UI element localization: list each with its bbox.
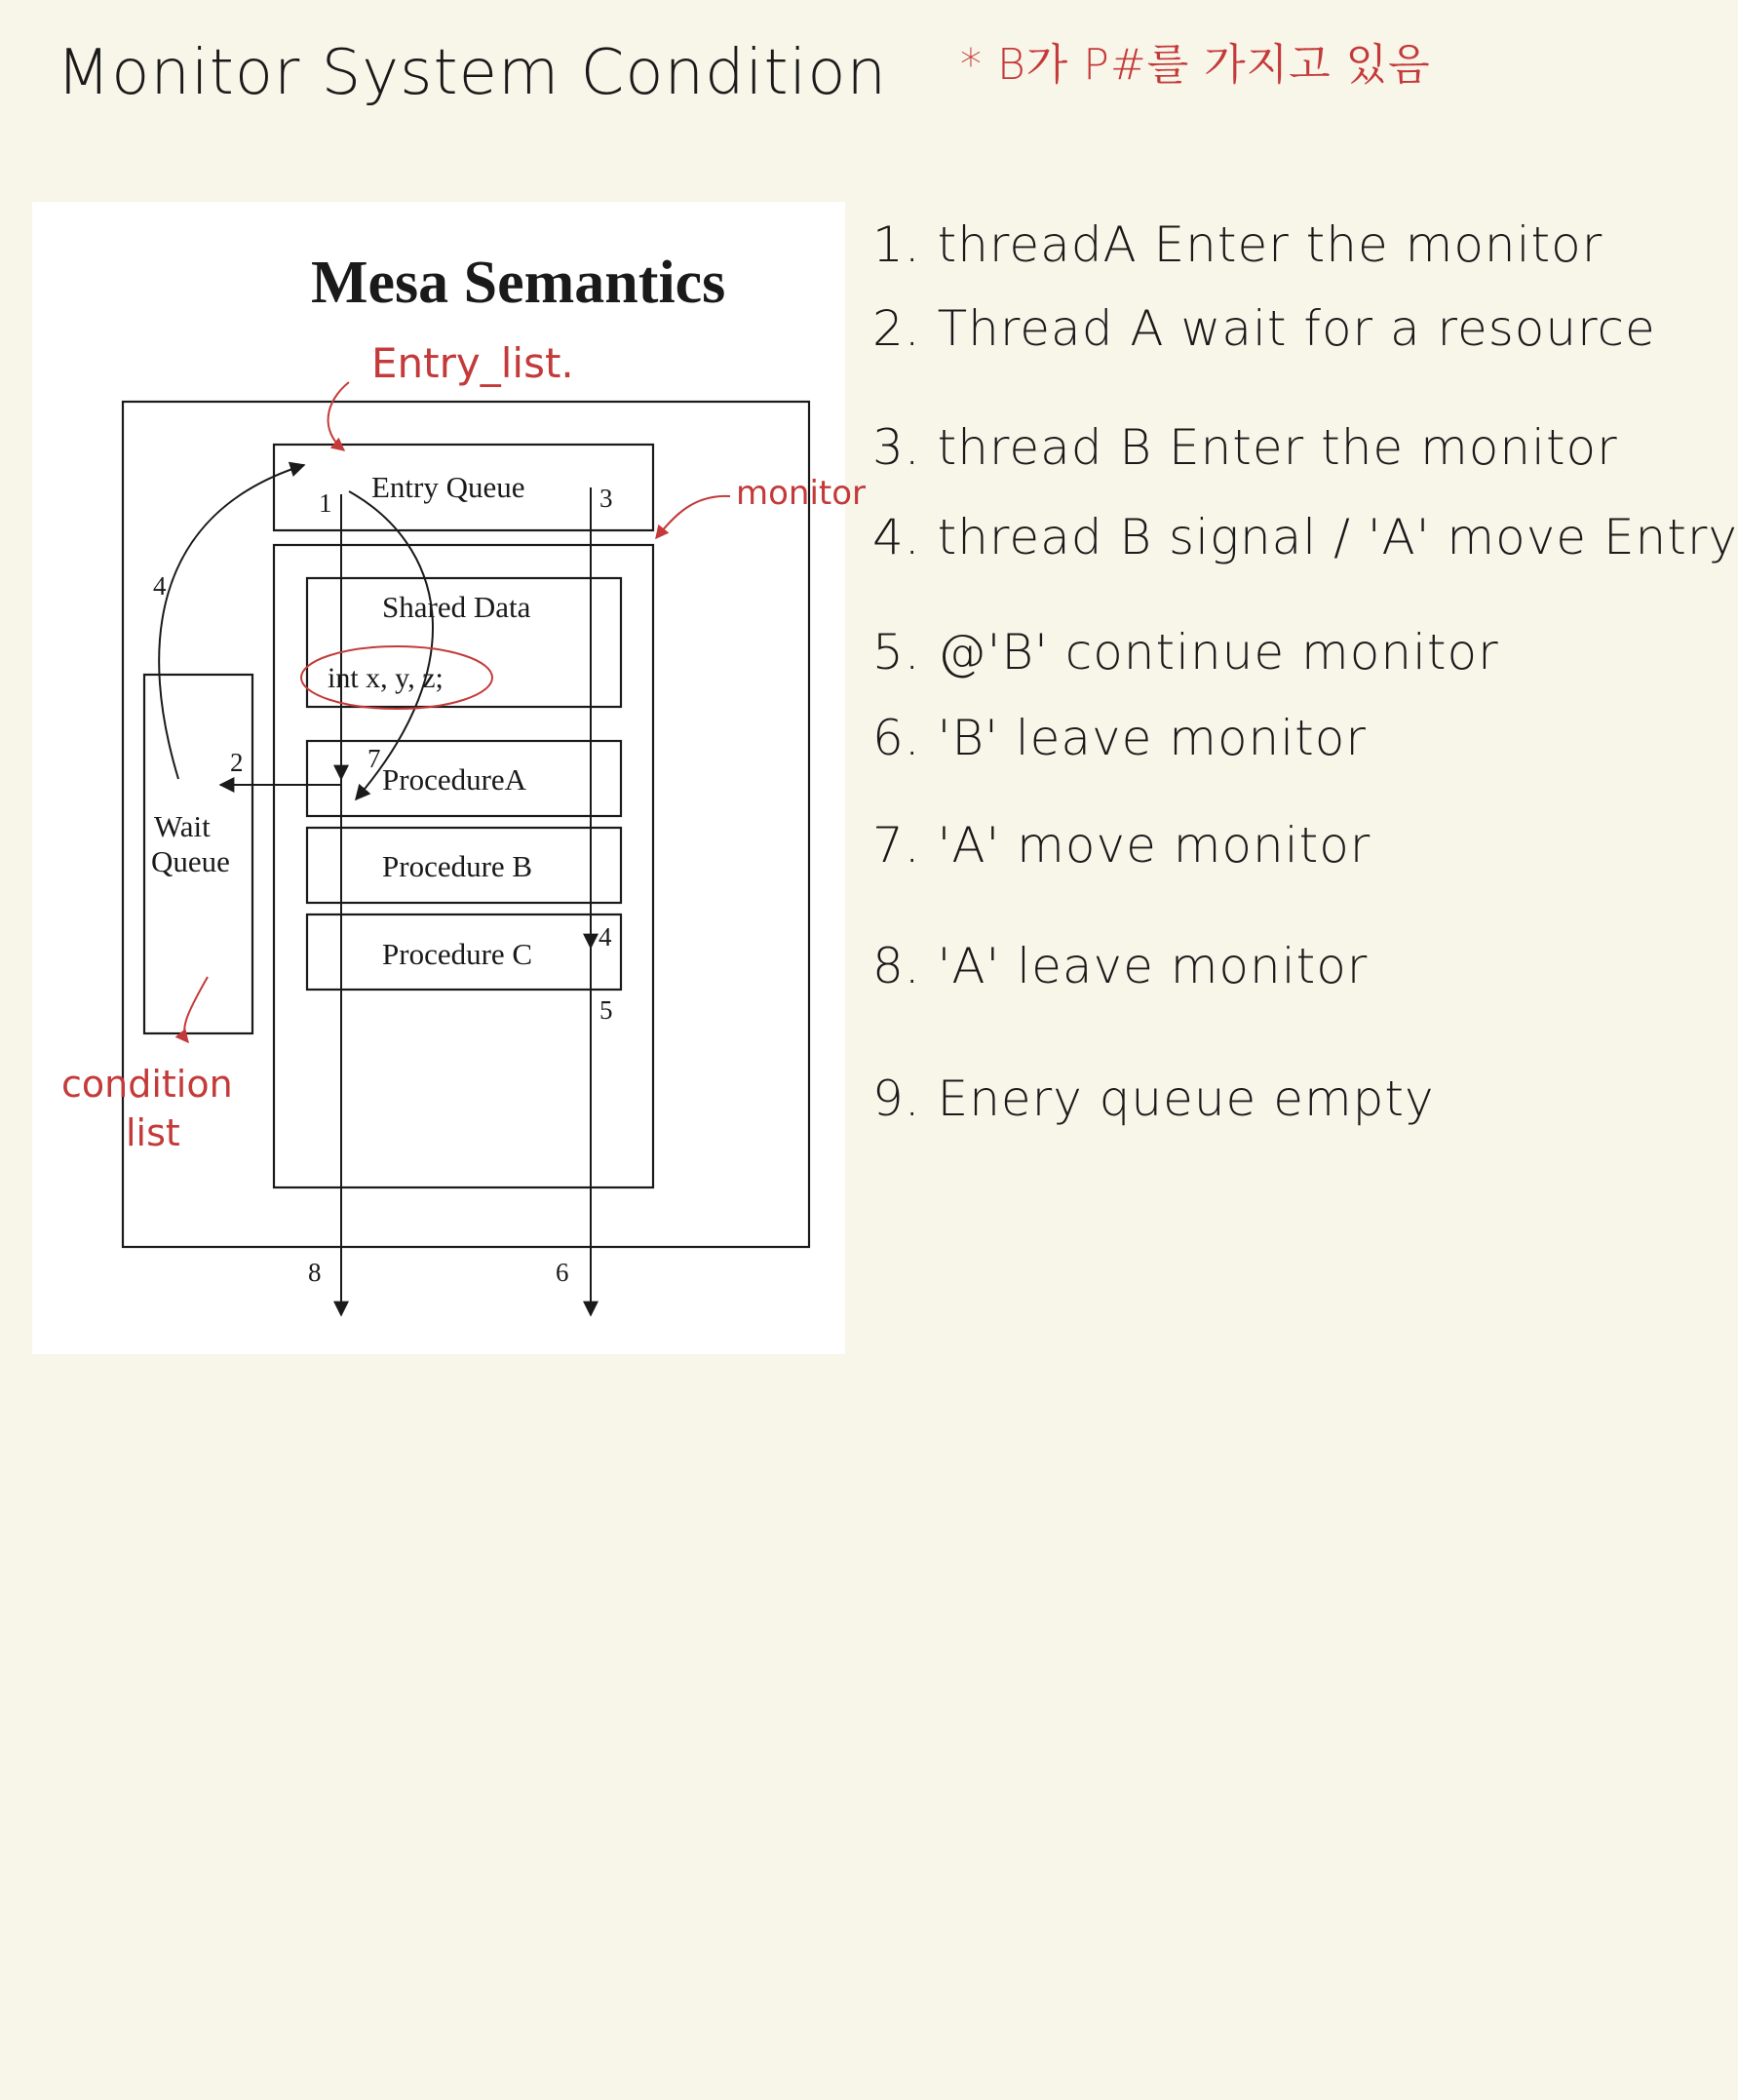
step-4: 4. thread B signal / 'A' move Entry	[872, 509, 1738, 565]
signal-curve	[159, 465, 304, 779]
wait-queue-label-line2: Queue	[151, 844, 230, 878]
entry-list-annotation: Entry_list.	[371, 339, 574, 387]
arrow-number-5: 5	[599, 995, 613, 1025]
step-7: 7. 'A' move monitor	[872, 817, 1371, 874]
arrow-number-7: 7	[367, 744, 381, 773]
shared-vars-label: int x, y, z;	[328, 662, 444, 694]
procedure-c-label: Procedure C	[382, 937, 533, 971]
arrow-number-4-right: 4	[599, 922, 612, 952]
title-note: * B가 P#를 가지고 있음	[960, 40, 1431, 90]
reenter-curve	[349, 491, 433, 799]
arrow-number-1: 1	[319, 488, 332, 518]
step-6: 6. 'B' leave monitor	[872, 710, 1367, 766]
condition-list-annotation-line2: list	[126, 1111, 180, 1154]
step-9: 9. Enery queue empty	[872, 1070, 1435, 1127]
page-title: Monitor System Condition	[57, 37, 888, 109]
mesa-diagram-panel	[32, 202, 867, 1354]
arrow-number-3: 3	[599, 484, 613, 513]
arrow-number-2: 2	[230, 748, 244, 777]
outer-frame	[123, 402, 809, 1247]
step-3: 3. thread B Enter the monitor	[872, 419, 1618, 476]
arrow-number-4-left: 4	[153, 571, 167, 601]
monitor-pointer	[656, 496, 730, 538]
procedure-a-label: ProcedureA	[382, 762, 527, 797]
mesa-diagram	[32, 202, 867, 1354]
diagram-heading: Mesa Semantics	[311, 250, 726, 316]
monitor-annotation: monitor	[736, 474, 867, 513]
step-2: 2. Thread A wait for a resource	[872, 300, 1656, 357]
arrow-number-6: 6	[556, 1258, 569, 1287]
step-5: 5. @'B' continue monitor	[872, 624, 1499, 681]
step-1: 1. threadA Enter the monitor	[872, 216, 1603, 273]
arrow-number-8: 8	[308, 1258, 322, 1287]
entry-list-pointer	[328, 382, 349, 450]
wait-queue-label-line1: Wait	[154, 809, 211, 843]
procedure-b-label: Procedure B	[382, 849, 533, 883]
condition-list-annotation-line1: condition	[61, 1063, 233, 1106]
shared-data-label: Shared Data	[382, 590, 531, 624]
step-8: 8. 'A' leave monitor	[872, 938, 1369, 994]
entry-queue-label: Entry Queue	[371, 470, 525, 504]
